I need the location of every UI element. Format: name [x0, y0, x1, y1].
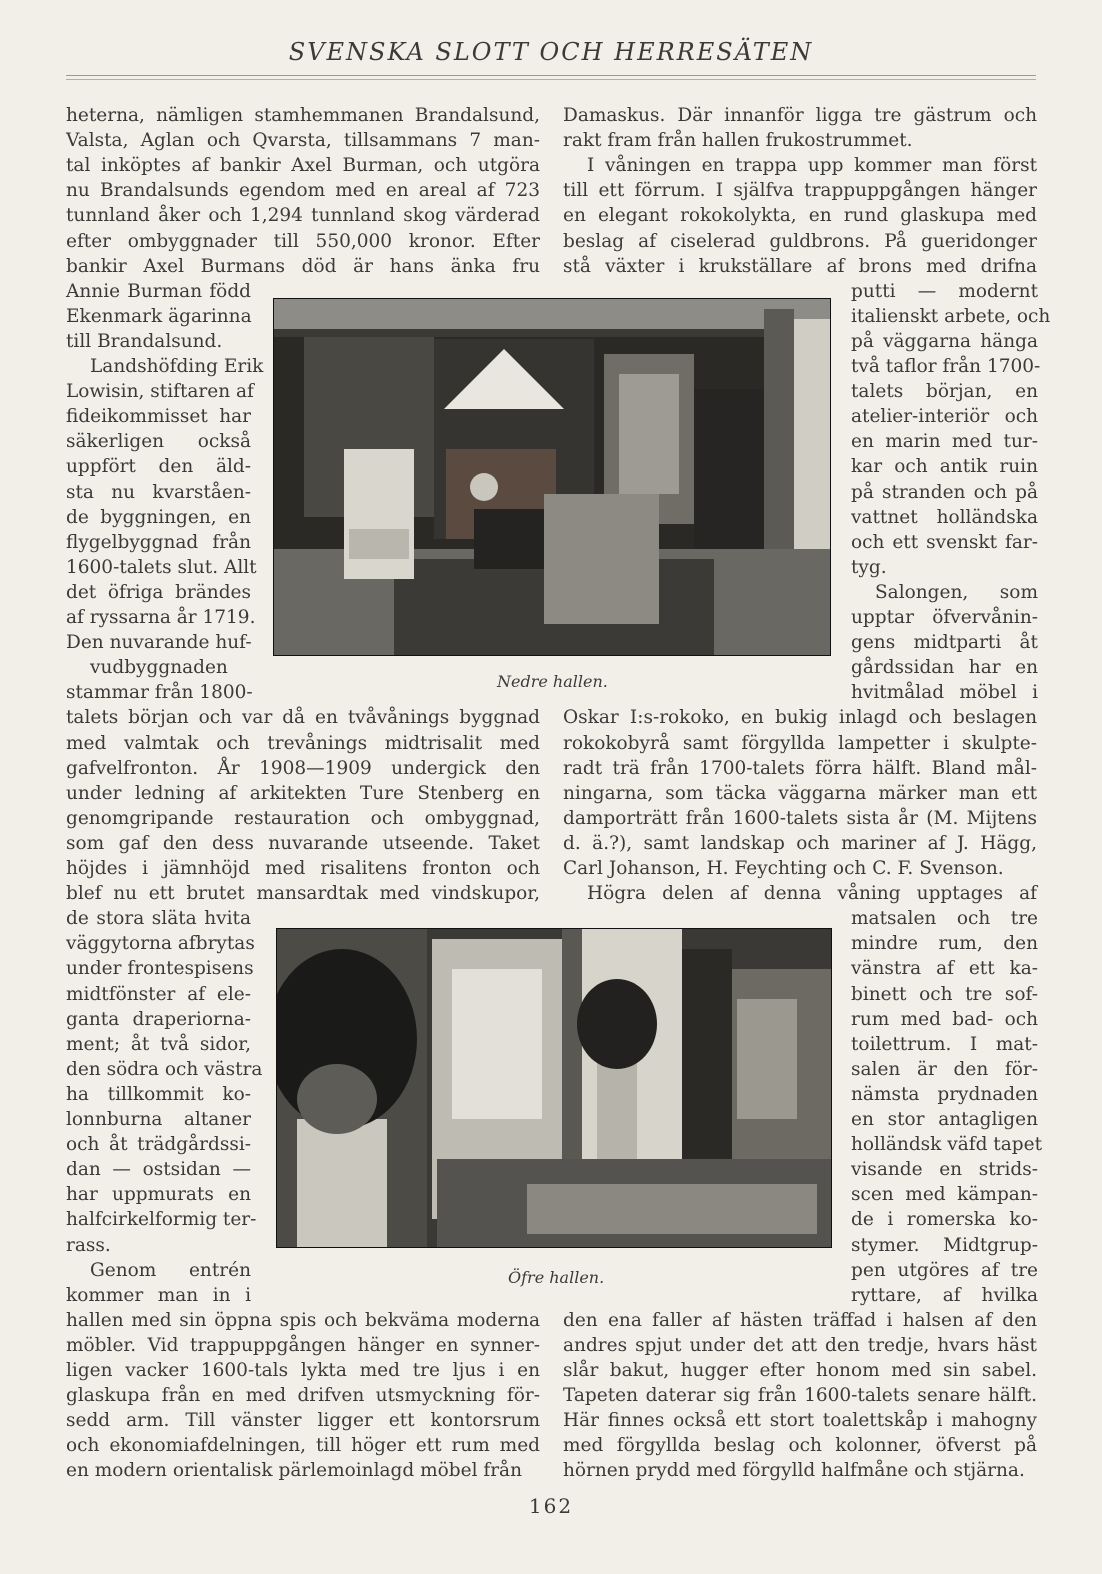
left-text-line: med valmtak och trevånings midtrisalit med	[66, 732, 540, 754]
left-text-line: de byggningen, en	[66, 506, 251, 528]
right-text-line: ningarna, som täcka väggarna märker man ett	[563, 782, 1037, 804]
left-text-line: Lowisin, stiftaren af	[66, 381, 254, 403]
left-text-line: under frontespisens	[66, 958, 254, 980]
left-text-line: Valsta, Aglan och Qvarsta, tillsammans 7 man-	[66, 130, 540, 152]
right-text-line: italienskt arbete, och	[851, 305, 1051, 327]
left-text-line: 1600-talets slut. Allt	[66, 556, 257, 578]
right-text-line: binett och tre sof-	[851, 983, 1038, 1005]
left-text-line: det öfriga brändes	[66, 581, 251, 603]
right-text-line: den ena faller af hästen träffad i halsen af den	[563, 1309, 1037, 1331]
right-text-line: visande en strids-	[851, 1159, 1038, 1181]
right-text-line: stå växter i krukställare af brons med drifna	[563, 255, 1037, 277]
right-text-line: en elegant rokokolykta, en rund glaskupa med	[563, 205, 1037, 227]
right-text-line: rakt fram från hallen frukostrummet.	[563, 130, 913, 152]
right-text-line: andres spjut under det att den tredje, hvars häst	[563, 1334, 1037, 1356]
right-text-line: mindre rum, den	[851, 933, 1038, 955]
left-text-line: kommer man in i	[66, 1284, 251, 1306]
right-text-line: Damaskus. Där innanför ligga tre gästrum och	[563, 105, 1037, 126]
photo-ofre-hallen	[276, 928, 832, 1248]
left-text-line: tunnland åker och 1,294 tunnland skog värderad	[66, 205, 540, 227]
left-text-line: ganta draperiorna-	[66, 1008, 251, 1030]
right-text-line: kar och antik ruin	[851, 456, 1038, 478]
right-text-line: ryttare, af hvilka	[851, 1284, 1038, 1306]
right-text-line: nämsta prydnaden	[851, 1083, 1038, 1105]
right-text-line: salen är den för-	[851, 1058, 1038, 1080]
left-text-line: höjdes i jämnhöjd med risalitens fronton och	[66, 858, 540, 879]
left-text-line: uppfört den äld-	[66, 456, 251, 478]
left-text-line: glaskupa från en med drifven utsmyckning för-	[66, 1385, 540, 1407]
left-text-line: har uppmurats en	[66, 1184, 251, 1206]
left-text-line: Genom entrén	[90, 1259, 251, 1281]
right-text-line: upptar öfvervånin-	[851, 607, 1038, 628]
left-text-line: talets början och var då en tvåvånings byggnad	[66, 707, 540, 729]
left-text-line: som gaf den dess nuvarande utseende. Taket	[66, 832, 540, 854]
photo-nedre-hallen-image	[274, 299, 830, 655]
right-text-line: gens midtparti åt	[851, 632, 1038, 654]
right-text-line: Salongen, som	[875, 581, 1038, 603]
caption-nedre-hallen: Nedre hallen.	[497, 672, 608, 691]
left-text-line: Landshöfding Erik	[90, 356, 264, 377]
right-text-line: vänstra af ett ka-	[851, 958, 1038, 980]
left-text-line: till Brandalsund.	[66, 330, 223, 352]
right-text-line: en stor antagligen	[851, 1109, 1038, 1130]
right-text-line: med förgyllda beslag och kolonner, öfverst på	[563, 1435, 1037, 1457]
right-text-line: vattnet holländska	[851, 506, 1038, 528]
caption-ofre-hallen: Öfre hallen.	[508, 1268, 605, 1287]
right-text-line: på stranden och på	[851, 481, 1038, 503]
photo-ofre-hallen-image	[277, 929, 831, 1247]
right-text-line: damporträtt från 1600-talets sista år (M. Mijtens	[563, 807, 1037, 829]
right-text-line: till ett förrum. I själfva trappuppgången hänger	[563, 180, 1037, 202]
right-text-line: talets början, en	[851, 381, 1038, 403]
right-text-line: beslag af ciselerad guldbrons. På gueridonger	[563, 230, 1037, 252]
right-text-line: på väggarna hänga	[851, 330, 1038, 352]
left-text-line: halfcirkelformig ter-	[66, 1209, 257, 1231]
left-text-line: sedd arm. Till vänster ligger ett kontorsrum	[66, 1410, 540, 1432]
left-text-line: Ekenmark ägarinna	[66, 305, 252, 327]
right-text-line: slår bakut, hugger efter honom med sin sabel.	[563, 1360, 1037, 1381]
left-text-line: under ledning af arkitekten Ture Stenberg en	[66, 782, 540, 804]
right-text-line: radt trä från 1700-talets förra hälft. Bland mål-	[563, 757, 1037, 779]
left-text-line: Annie Burman född	[66, 280, 251, 302]
left-text-line: nu Brandalsunds egendom med en areal af 723	[66, 180, 540, 202]
left-text-line: de stora släta hvita	[66, 908, 251, 930]
right-text-line: de i romerska ko-	[851, 1209, 1038, 1231]
right-text-line: matsalen och tre	[851, 908, 1038, 930]
left-text-line: dan — ostsidan —	[66, 1159, 251, 1181]
left-text-line: stammar från 1800-	[66, 682, 253, 704]
right-text-line: rokokobyrå samt förgyllda lampetter i skulpte-	[563, 732, 1037, 754]
right-text-line: Oskar I:s-rokoko, en bukig inlagd och beslagen	[563, 707, 1037, 729]
right-text-line: atelier-interiör och	[851, 406, 1038, 428]
right-text-line: Högra delen af denna våning upptages af	[587, 883, 1037, 905]
right-text-line: tyg.	[851, 556, 887, 578]
right-text-line: Carl Johanson, H. Feychting och C. F. Svenson.	[563, 858, 1004, 879]
header-rule	[66, 75, 1036, 76]
left-text-line: tal inköptes af bankir Axel Burman, och utgöra	[66, 155, 540, 177]
left-text-line: väggytorna afbrytas	[66, 933, 255, 955]
running-header: SVENSKA SLOTT OCH HERRESÄTEN	[288, 38, 814, 66]
left-text-line: heterna, nämligen stamhemmanen Brandalsund,	[66, 105, 540, 126]
right-text-line: hörnen prydd med förgylld halfmåne och stjärna.	[563, 1460, 1025, 1482]
left-text-line: midtfönster af ele-	[66, 983, 251, 1005]
right-text-line: gårdssidan har en	[851, 657, 1038, 679]
left-text-line: ment; åt två sidor,	[66, 1033, 251, 1055]
left-text-line: hallen med sin öppna spis och bekväma moderna	[66, 1309, 540, 1331]
right-text-line: pen utgöres af tre	[851, 1259, 1038, 1281]
right-text-line: två taflor från 1700-	[851, 356, 1041, 377]
left-text-line: ha tillkommit ko-	[66, 1083, 251, 1105]
left-text-line: fideikommisset har	[66, 406, 251, 428]
left-text-line: ligen vacker 1600-tals lykta med tre ljus i en	[66, 1360, 540, 1381]
right-text-line: en marin med tur-	[851, 431, 1038, 453]
right-text-line: d. ä.?), samt landskap och mariner af J. Hägg,	[563, 832, 1037, 854]
left-text-line: säkerligen också	[66, 431, 251, 453]
left-text-line: bankir Axel Burmans död är hans änka fru	[66, 255, 540, 277]
left-text-line: sta nu kvarståen-	[66, 481, 251, 503]
page-number: 162	[528, 1494, 574, 1518]
left-text-line: den södra och västra	[66, 1058, 263, 1080]
left-text-line: och ekonomiafdelningen, till höger ett rum med	[66, 1435, 540, 1457]
photo-nedre-hallen	[273, 298, 831, 656]
left-text-line: vudbyggnaden	[90, 657, 228, 679]
left-text-line: gafvelfronton. År 1908—1909 undergick den	[66, 757, 540, 779]
right-text-line: Här finnes också ett stort toalettskåp i mahogny	[563, 1410, 1037, 1432]
right-text-line: holländsk väfd tapet	[851, 1134, 1042, 1156]
left-text-line: lonnburna altaner	[66, 1109, 251, 1130]
left-text-line: efter ombyggnader till 550,000 kronor. Efter	[66, 230, 540, 252]
left-text-line: af ryssarna år 1719.	[66, 607, 256, 628]
right-text-line: scen med kämpan-	[851, 1184, 1038, 1206]
right-text-line: stymer. Midtgrup-	[851, 1234, 1038, 1256]
left-text-line: möbler. Vid trappuppgången hänger en synner-	[66, 1334, 540, 1356]
left-text-line: blef nu ett brutet mansardtak med vindskupor,	[66, 883, 540, 905]
right-text-line: Tapeten daterar sig från 1600-talets senare hälft.	[563, 1385, 1037, 1407]
left-text-line: genomgripande restauration och ombyggnad,	[66, 807, 540, 829]
left-text-line: och åt trädgårdssi-	[66, 1134, 251, 1156]
right-text-line: toilettrum. I mat-	[851, 1033, 1038, 1055]
right-text-line: och ett svenskt far-	[851, 531, 1038, 553]
header-rule-double	[66, 79, 1036, 80]
right-text-line: rum med bad- och	[851, 1008, 1038, 1030]
right-text-line: putti — modernt	[851, 280, 1038, 302]
left-text-line: Den nuvarande huf-	[66, 632, 252, 654]
left-text-line: flygelbyggnad från	[66, 531, 251, 553]
right-text-line: I våningen en trappa upp kommer man först	[587, 155, 1037, 177]
right-text-line: hvitmålad möbel i	[851, 682, 1038, 704]
left-text-line: rass.	[66, 1234, 111, 1256]
left-text-line: en modern orientalisk pärlemoinlagd möbel från	[66, 1460, 523, 1482]
